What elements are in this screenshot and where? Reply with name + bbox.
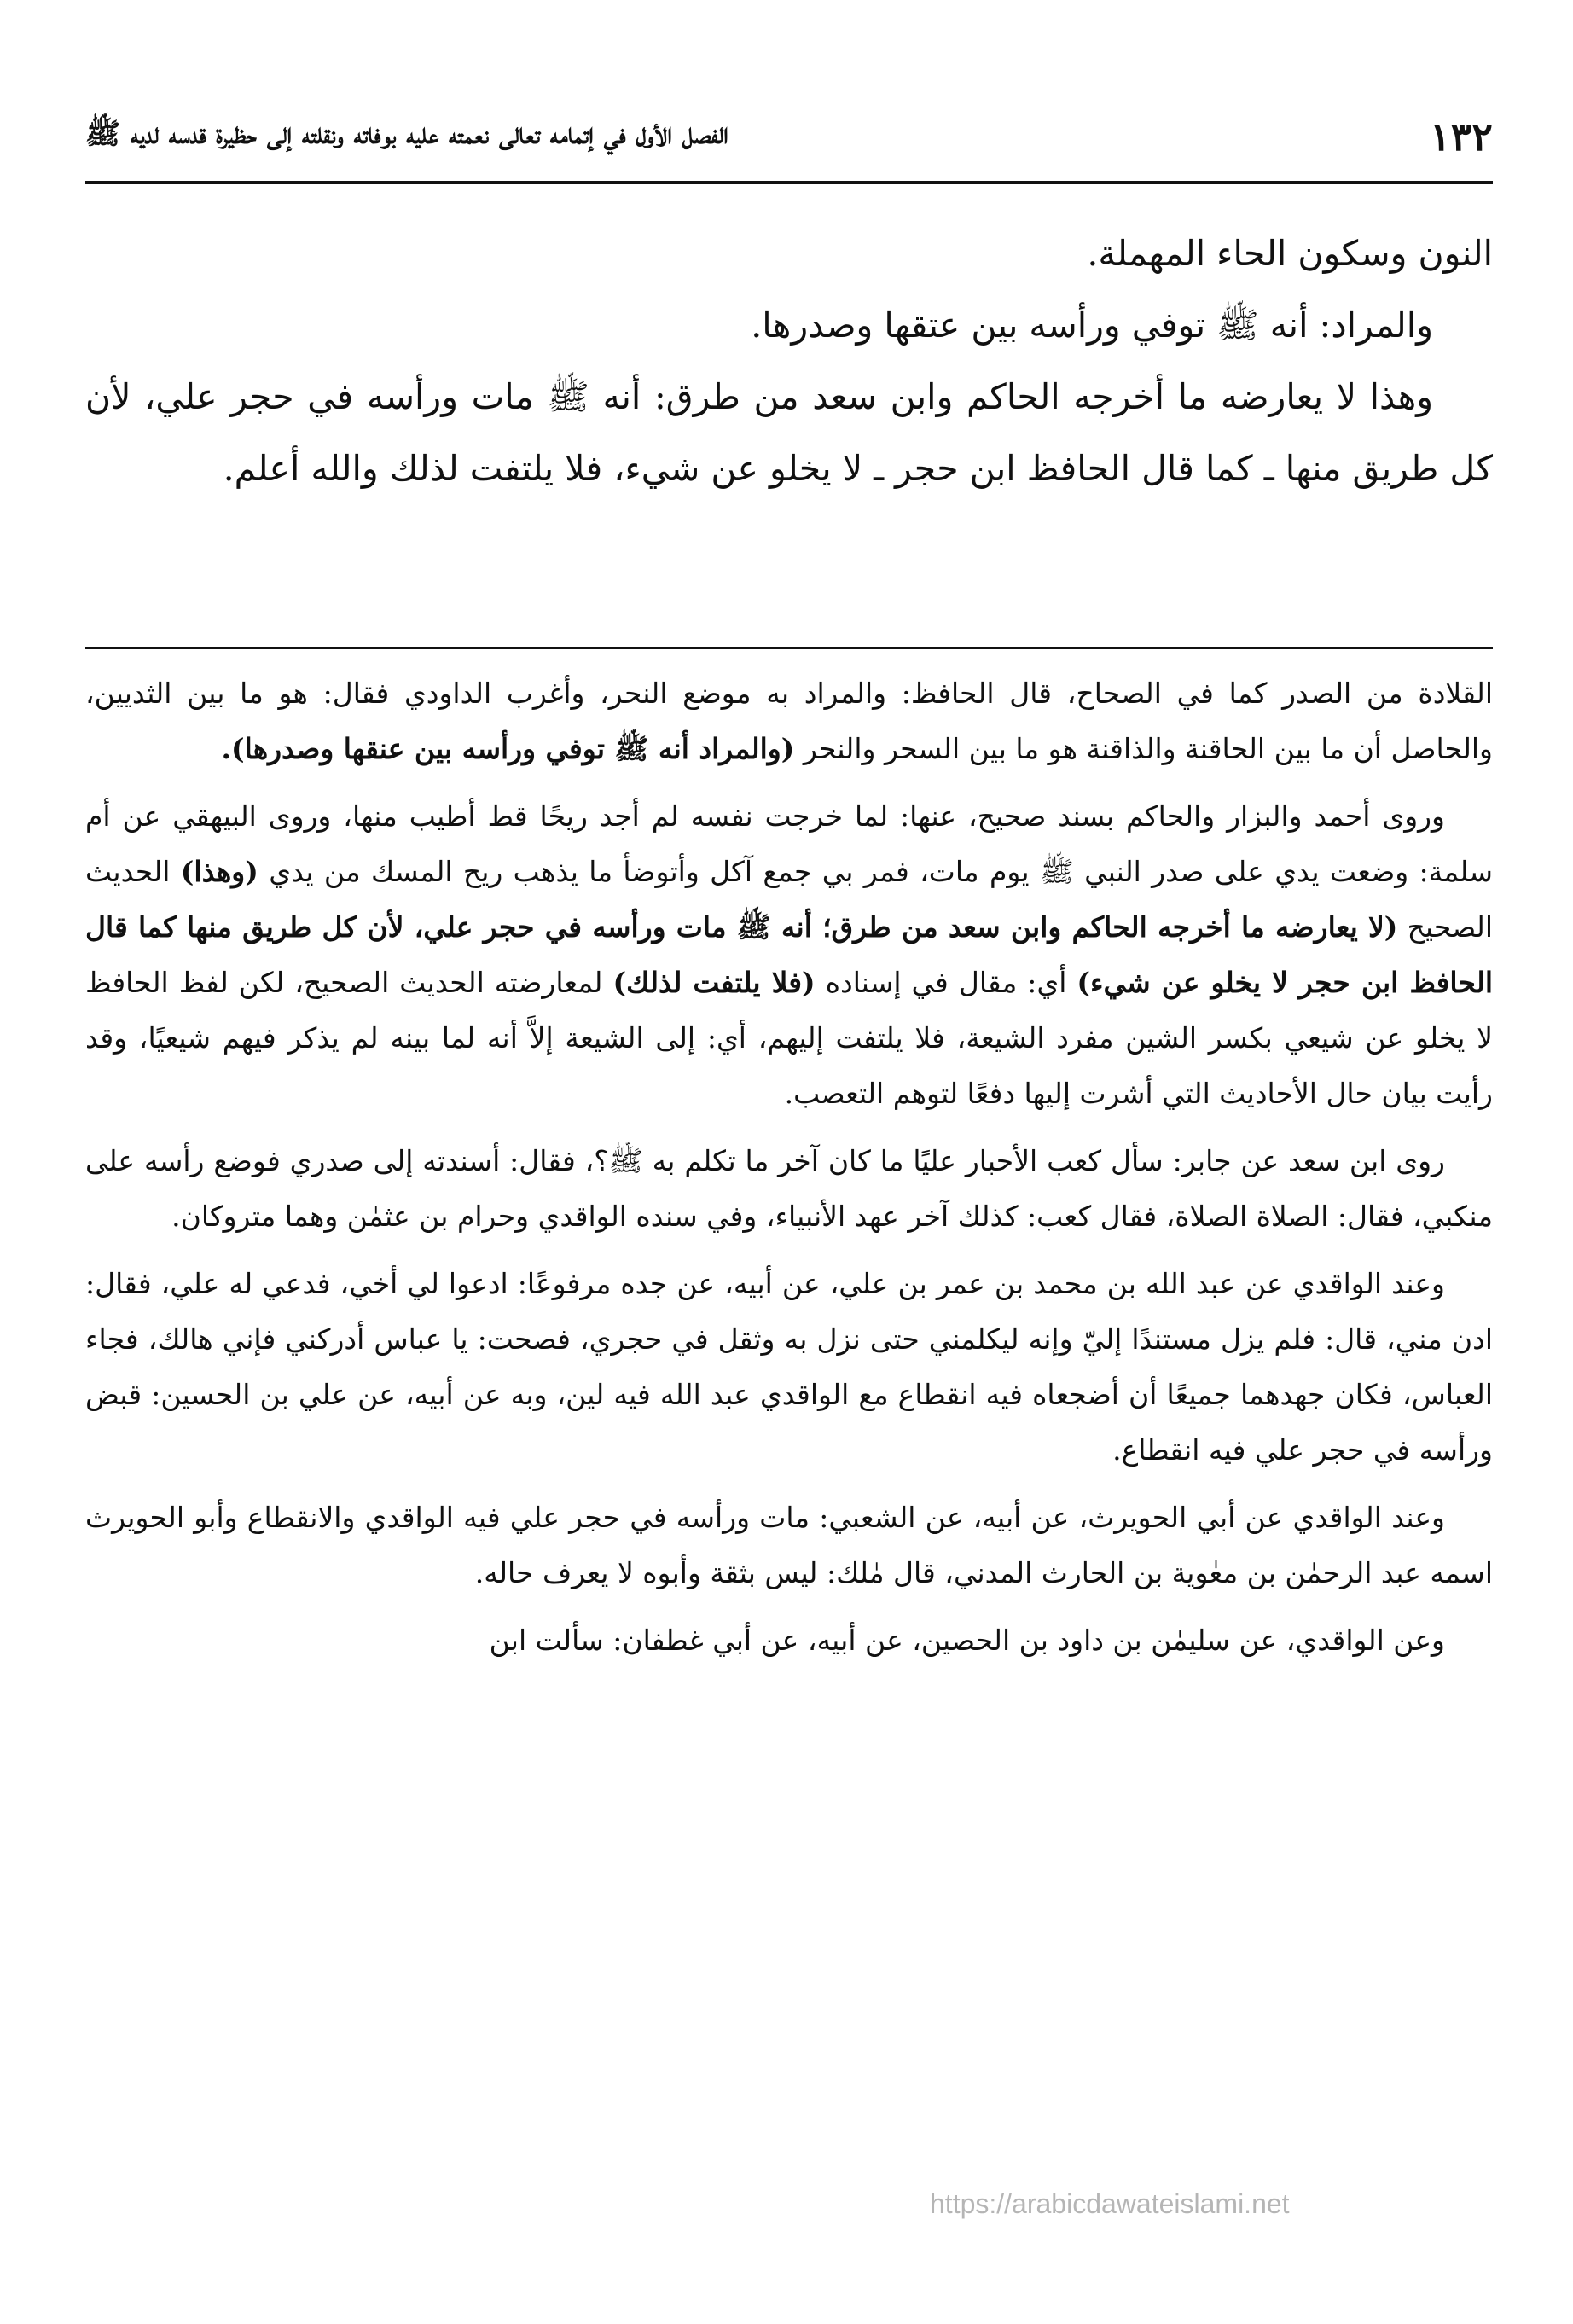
commentary — [85, 665, 1493, 1680]
quoted-matn: (وهذا) — [180, 855, 258, 888]
header-rule — [85, 181, 1493, 184]
book-page — [85, 102, 1493, 2286]
commentary-paragraph — [85, 788, 1493, 1121]
commentary-text: الحديث الصحيح — [85, 855, 1493, 944]
footnote-divider — [85, 647, 1493, 649]
page-header — [85, 102, 1493, 171]
commentary-paragraph: وعند الواقدي عن عبد الله بن محمد بن عمر بن علي، عن أبيه، عن جده مرفوعًا: ادعوا لي أخي، فدعي له علي، فقال: ادن مني، قال: فلم يزل مستندًا إليّ وإنه ليكلمني حتى نزل به وثقل في حجري، فصحت: يا عباس أدركني فإني هالك، فجاء العباس، فكان جهدهما جميعًا أن أضجعاه فيه انقطاع مع الواقدي عبد الله فيه لين، وبه عن أبيه، عن علي بن الحسين: قبض ورأسه في حجر علي فيه انقطاع. — [85, 1267, 1493, 1467]
commentary-text: القلادة من الصدر كما في الصحاح، قال الحافظ: والمراد به موضع النحر، وأغرب الداودي فقال: هو ما بين الثديين، والحاصل أن ما بين الحاقنة والذاقنة هو ما بين السحر والنحر — [85, 677, 1493, 765]
commentary-paragraph: وعن الواقدي، عن سليمٰن بن داود بن الحصين، عن أبيه، عن أبي غطفان: سألت ابن — [489, 1624, 1445, 1657]
main-paragraph: النون وسكون الحاء المهملة. — [1087, 233, 1493, 274]
commentary-text: وروى أحمد والبزار والحاكم بسند صحيح، عنها: لما خرجت نفسه لم أجد ريحًا قط أطيب منها، وروى البيهقي عن أم سلمة: وضعت يدي على صدر النبي ﷺ يوم مات، فمر بي جمع آكل وأتوضأ ما يذهب ريح المسك من يدي — [85, 799, 1493, 888]
commentary-text: أي: مقال في إسناده — [825, 966, 1067, 999]
commentary-text: لمعارضته الحديث الصحيح، لكن لفظ الحافظ لا يخلو عن شيعي بكسر الشين مفرد الشيعة، فلا يلتفت إليهم، أي: إلى الشيعة إلاَّ أنه لما بينه لم يذكر فيهم شيعيًا، وقد رأيت بيان حال الأحاديث التي أشرت إليها دفعًا لتوهم التعصب. — [85, 966, 1493, 1110]
main-text — [85, 218, 1493, 504]
site-watermark: https://arabicdawateislami.net — [930, 2188, 1290, 2219]
main-paragraph: والمراد: أنه ﷺ توفي ورأسه بين عتقها وصدرها. — [751, 305, 1433, 346]
page-number: ١٣٢ — [1429, 113, 1493, 160]
commentary-paragraph: وعند الواقدي عن أبي الحويرث، عن أبيه، عن الشعبي: مات ورأسه في حجر علي فيه الواقدي والانقطاع وأبو الحويرث اسمه عبد الرحمٰن بن معٰوية بن الحارث المدني، قال مٰلك: ليس بثقة وأبوه لا يعرف حاله. — [85, 1501, 1493, 1589]
commentary-paragraph: روى ابن سعد عن جابر: سأل كعب الأحبار عليًا ما كان آخر ما تكلم به ﷺ؟، فقال: أسندته إلى صدري فوضع رأسه على منكبي، فقال: الصلاة الصلاة، فقال كعب: كذلك آخر عهد الأنبياء، وفي سنده الواقدي وحرام بن عثمٰن وهما متروكان. — [85, 1144, 1493, 1233]
main-paragraph: وهذا لا يعارضه ما أخرجه الحاكم وابن سعد من طرق: أنه ﷺ مات ورأسه في حجر علي، لأن كل طريق منها ـ كما قال الحافظ ابن حجر ـ لا يخلو عن شيء، فلا يلتفت لذلك والله أعلم. — [85, 376, 1493, 489]
commentary-paragraph — [85, 665, 1493, 776]
running-head: الفصل الأول في إتمامه تعالى نعمته عليه بوفاته ونقلته إلى حظيرة قدسه لديه ﷺ — [85, 116, 728, 151]
quoted-matn: (والمراد أنه ﷺ توفي ورأسه بين عنقها وصدرها). — [221, 732, 795, 765]
quoted-matn: (لا يعارضه ما أخرجه الحاكم وابن سعد من طرق؛ أنه ﷺ مات ورأسه في حجر علي، لأن كل طريق منها كما قال الحافظ ابن حجر لا يخلو عن شيء) — [85, 910, 1493, 999]
quoted-matn: (فلا يلتفت لذلك) — [612, 966, 816, 999]
